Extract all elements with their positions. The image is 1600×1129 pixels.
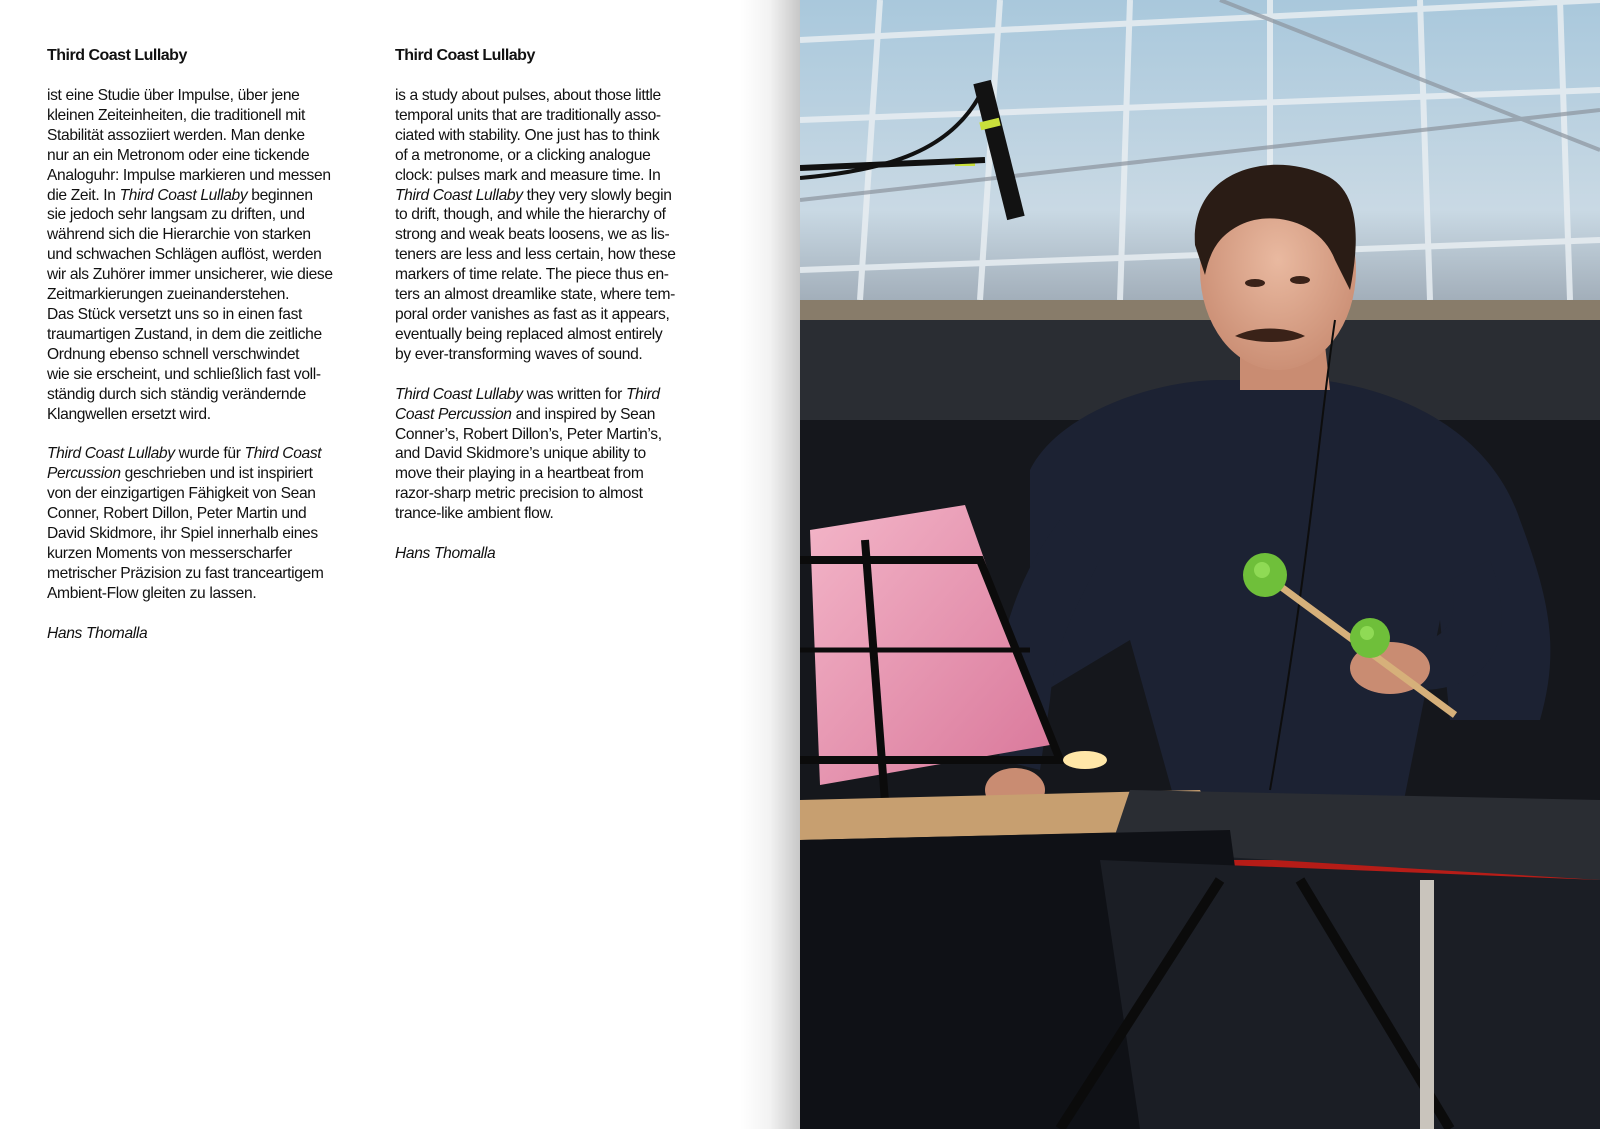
text-line: of a metronome, or a clicking analogue: [395, 146, 651, 164]
text-line: poral order vanishes as fast as it appears,: [395, 305, 670, 323]
english-paragraph-2: [395, 385, 713, 524]
work-title-italic: Third Coast Lullaby: [47, 445, 175, 463]
german-paragraph-1: [47, 86, 365, 424]
text-line: kleinen Zeiteinheiten, die traditionell mit: [47, 106, 305, 124]
text-line: strong and weak beats loosens, we as lis-: [395, 226, 670, 244]
text-line: markers of time relate. The piece thus en-: [395, 266, 669, 284]
text-line: [47, 464, 365, 484]
ensemble-name-italic: Coast Percussion: [395, 405, 512, 423]
text-line: to drift, though, and while the hierarchy of: [395, 206, 666, 224]
text-line: by ever-transforming waves of sound.: [395, 345, 643, 363]
text-segment: was written for: [522, 385, 626, 403]
author-name: Hans Thomalla: [47, 624, 148, 642]
work-title-italic: Third Coast Lullaby: [395, 385, 523, 403]
text-segment: wurde für: [174, 445, 245, 463]
ensemble-name-italic: Third Coast: [244, 445, 322, 463]
text-line: trance-like ambient flow.: [395, 505, 554, 523]
text-segment: geschrieben und ist inspiriert: [120, 465, 313, 483]
text-line: sie jedoch sehr langsam zu driften, und: [47, 206, 305, 224]
english-author: [395, 544, 713, 564]
text-line: David Skidmore, ihr Spiel innerhalb eines: [47, 525, 318, 543]
text-line: and David Skidmore’s unique ability to: [395, 445, 646, 463]
german-column: [47, 46, 365, 664]
marimba: [800, 790, 1600, 1129]
text-line: eventually being replaced almost entirely: [395, 325, 663, 343]
text-line: kurzen Moments von messerscharfer: [47, 544, 292, 562]
text-line: [395, 405, 713, 425]
text-line: von der einzigartigen Fähigkeit von Sean: [47, 485, 316, 503]
text-line: Zeitmarkierungen zueinanderstehen.: [47, 286, 290, 304]
text-line: wir als Zuhörer immer unsicherer, wie diese: [47, 266, 333, 284]
text-segment: they very slowly begin: [522, 186, 672, 204]
text-line: [395, 385, 713, 405]
author-name: Hans Thomalla: [395, 545, 496, 563]
text-segment: die Zeit. In: [47, 186, 120, 204]
text-line: move their playing in a heartbeat from: [395, 465, 644, 483]
text-line: Klangwellen ersetzt wird.: [47, 405, 211, 423]
text-line: is a study about pulses, about those little: [395, 87, 661, 104]
text-line: Conner, Robert Dillon, Peter Martin und: [47, 505, 307, 523]
stand-lamp: [1063, 751, 1107, 769]
ensemble-name-italic: Third: [625, 385, 660, 403]
text-line: Das Stück versetzt uns so in einen fast: [47, 305, 303, 323]
english-title: Third Coast Lullaby: [395, 47, 535, 64]
text-line: und schwachen Schlägen auflöst, werden: [47, 246, 322, 264]
text-line: wie sie erscheint, und schließlich fast voll-: [47, 365, 321, 383]
work-title-italic: Third Coast Lullaby: [395, 186, 523, 204]
text-line: Ambient-Flow gleiten zu lassen.: [47, 584, 257, 602]
text-line: ters an almost dreamlike state, where tem-: [395, 286, 675, 304]
text-line: [47, 186, 365, 206]
text-line: ständig durch sich ständig verändernde: [47, 385, 306, 403]
text-line: nur an ein Metronom oder eine tickende: [47, 146, 310, 164]
text-segment: beginnen: [247, 186, 313, 204]
text-line: Conner’s, Robert Dillon’s, Peter Martin’s,: [395, 425, 662, 443]
german-title: Third Coast Lullaby: [47, 47, 187, 64]
english-column: [395, 46, 713, 584]
text-line: Analoguhr: Impulse markieren und messen: [47, 166, 331, 184]
text-line: temporal units that are traditionally asso-: [395, 106, 661, 124]
text-line: während sich die Hierarchie von starken: [47, 226, 311, 244]
photo-illustration: [800, 0, 1600, 1129]
text-line: razor-sharp metric precision to almost: [395, 485, 643, 503]
text-line: teners are less and less certain, how these: [395, 246, 676, 264]
text-line: metrischer Präzision zu fast tranceartigem: [47, 564, 324, 582]
text-line: traumartigen Zustand, in dem die zeitliche: [47, 325, 322, 343]
text-line: Ordnung ebenso schnell verschwindet: [47, 345, 300, 363]
text-line: clock: pulses mark and measure time. In: [395, 166, 661, 184]
work-title-italic: Third Coast Lullaby: [119, 186, 248, 204]
text-line: [395, 186, 713, 206]
english-paragraph-1: [395, 86, 713, 365]
text-line: ist eine Studie über Impulse, über jene: [47, 87, 300, 104]
german-author: [47, 624, 365, 644]
ensemble-name-italic: Percussion: [47, 465, 121, 483]
text-line: ciated with stability. One just has to think: [395, 126, 660, 144]
text-line: Stabilität assoziiert werden. Man denke: [47, 126, 305, 144]
text-segment: and inspired by Sean: [511, 405, 656, 423]
german-paragraph-2: [47, 444, 365, 603]
gutter-shadow: [740, 0, 800, 1129]
performer-photo: [800, 0, 1600, 1129]
text-line: [47, 444, 365, 464]
